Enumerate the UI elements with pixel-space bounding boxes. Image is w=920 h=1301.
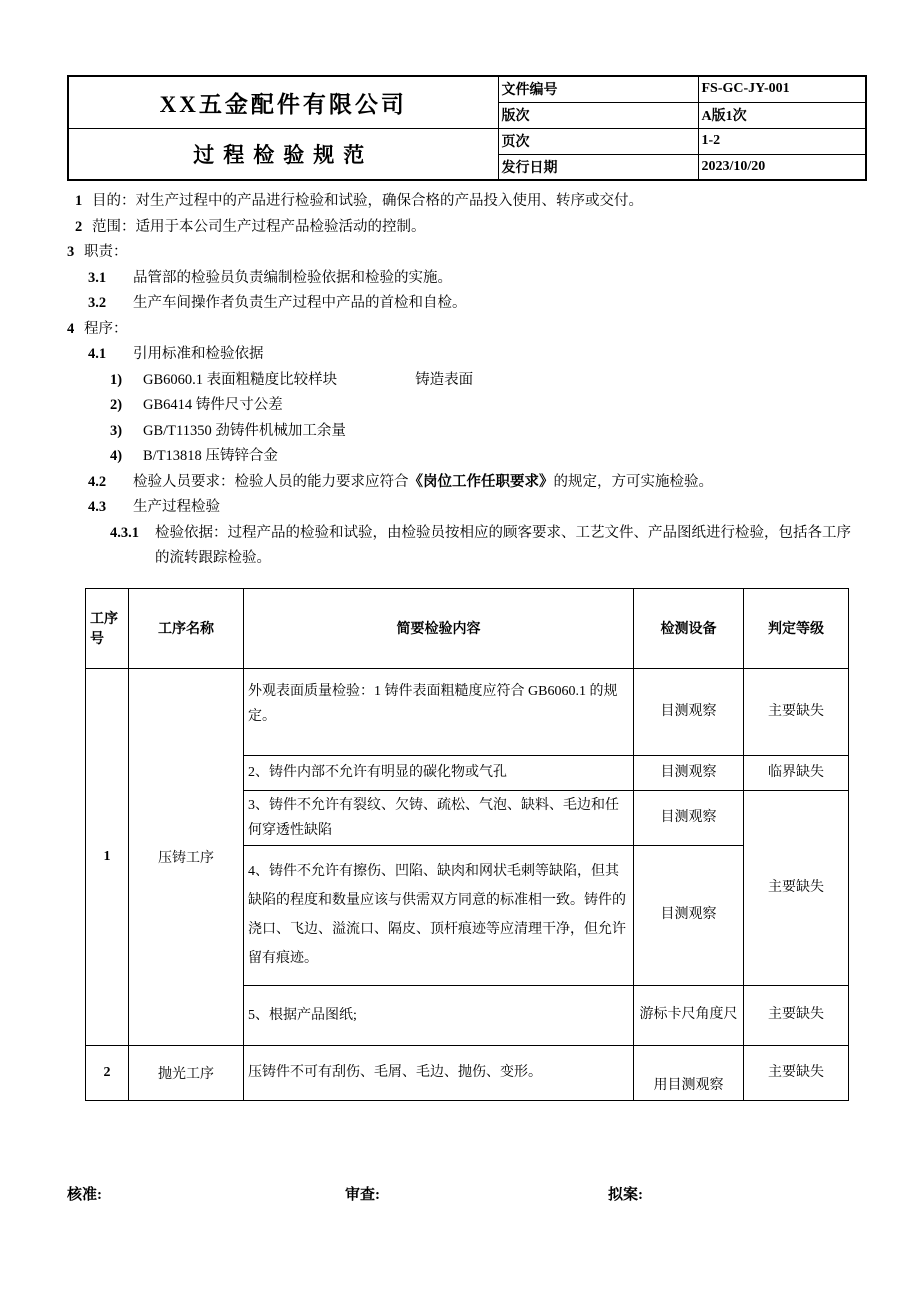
inspection-table [85,588,849,1101]
cell-equipment: 目测观察 [634,668,744,755]
standard-suffix: 铸造表面 [415,371,474,388]
field-label-doc-number: 文件编号 [498,76,698,102]
para-number: 2 [75,218,83,235]
para-scope [67,215,865,241]
field-value-page: 1-2 [698,128,866,154]
para-text: 品管部的检验员负责编制检验依据和检验的实施。 [133,269,452,286]
para-process-inspection-heading [67,495,865,521]
document-content [67,75,865,1101]
para-text: B/T13818 压铸锌合金 [143,448,278,464]
para-number: 3 [67,244,75,260]
cell-inspection-content: 5、根据产品图纸; [244,985,634,1045]
para-responsibility-2 [67,291,865,317]
para-inspector-requirements [67,470,865,496]
body-text [67,189,865,572]
para-text: 检验依据：过程产品的检验和试验，由检验员按相应的顾客要求、工艺文件、产品图纸进行检验，包括各工序的流转跟踪检验。 [155,524,851,566]
standard-text: GB6060.1 表面粗糙度比较样块 [143,371,338,388]
cell-judgment-level: 主要缺失 [744,1045,849,1100]
para-text: GB6414 铸件尺寸公差 [143,397,283,413]
para-responsibility-heading [67,240,865,266]
para-inspection-basis [67,521,865,572]
para-text: 程序： [84,320,128,337]
field-value-version: A版1次 [698,102,866,128]
standard-item-3 [67,419,865,445]
table-row [86,668,849,755]
cell-equipment: 目测观察 [634,845,744,985]
para-number: 1 [75,193,83,209]
para-text: 范围：适用于本公司生产过程产品检验活动的控制。 [92,218,426,235]
para-procedure-heading [67,317,865,343]
para-standards-heading [67,342,865,368]
cell-equipment: 目测观察 [634,755,744,790]
table-row [86,1045,849,1100]
cell-judgment-level: 主要缺失 [744,668,849,755]
approve-label: 核准: [67,1187,102,1203]
field-label-version: 版次 [498,102,698,128]
cell-equipment: 目测观察 [634,790,744,845]
col-header-equipment: 检测设备 [634,588,744,668]
field-value-doc-number: FS-GC-JY-001 [698,76,866,102]
cell-judgment-level: 临界缺失 [744,755,849,790]
para-number: 4.3 [88,499,107,515]
standard-item-1 [67,368,865,394]
draft-label: 拟案: [608,1187,643,1203]
para-text-post: 的规定，方可实施检验。 [553,473,713,490]
cell-process-name: 压铸工序 [129,668,244,1045]
para-responsibility-1 [67,266,865,292]
cell-inspection-content: 2、铸件内部不允许有明显的碳化物或气孔 [244,755,634,790]
para-text-bold: 《岗位工作任职要求》 [408,473,554,490]
field-label-issue-date: 发行日期 [498,154,698,180]
standard-item-2 [67,393,865,419]
para-number: 4.3.1 [110,524,139,541]
doc-header-table [67,75,867,181]
cell-equipment: 游标卡尺角度尺 [634,985,744,1045]
cell-process-no: 2 [86,1045,129,1100]
company-name: XX五金配件有限公司 [68,76,498,128]
col-header-content: 简要检验内容 [244,588,634,668]
para-text: 生产车间操作者负责生产过程中产品的首检和自检。 [133,295,467,311]
para-text [143,368,865,394]
para-number: 4 [67,320,75,337]
cell-equipment: 用目测观察 [634,1045,744,1100]
para-number: 3.1 [88,269,107,286]
col-header-level: 判定等级 [744,588,849,668]
cell-inspection-content: 3、铸件不允许有裂纹、欠铸、疏松、气泡、缺料、毛边和任何穿透性缺陷 [244,790,634,845]
para-number: 3.2 [88,295,107,311]
para-text: 生产过程检验 [133,499,220,515]
para-number: 3) [110,422,123,439]
para-text [133,470,865,496]
field-label-page: 页次 [498,128,698,154]
cell-judgment-level: 主要缺失 [744,790,849,985]
para-text-pre: 检验人员要求：检验人员的能力要求应符合 [133,473,409,490]
inspection-table-header-row [86,588,849,668]
cell-inspection-content: 外观表面质量检验：1 铸件表面粗糙度应符合 GB6060.1 的规定。 [244,668,634,755]
field-value-issue-date: 2023/10/20 [698,154,866,180]
para-purpose [67,189,865,215]
para-text: 引用标准和检验依据 [133,346,264,362]
cell-process-name: 抛光工序 [129,1045,244,1100]
cell-process-no: 1 [86,668,129,1045]
col-header-process-name: 工序名称 [129,588,244,668]
col-header-process-no: 工序号 [86,588,129,668]
para-text: GB/T11350 劲铸件机械加工余量 [143,422,346,439]
signature-row [67,1183,853,1205]
para-text: 职责： [84,244,128,260]
para-number: 1) [110,371,123,388]
standard-item-4 [67,444,865,470]
para-text: 目的：对生产过程中的产品进行检验和试验，确保合格的产品投入使用、转序或交付。 [92,193,643,209]
doc-title: 过程检验规范 [68,128,498,180]
para-number: 2) [110,397,123,413]
cell-inspection-content: 压铸件不可有刮伤、毛屑、毛边、抛伤、变形。 [244,1045,634,1100]
para-number: 4.1 [88,346,107,362]
para-number: 4) [110,448,123,464]
cell-judgment-level: 主要缺失 [744,985,849,1045]
cell-inspection-content: 4、铸件不允许有擦伤、凹陷、缺肉和网状毛刺等缺陷，但其缺陷的程度和数量应该与供需双方同意的标准相一致。铸件的浇口、飞边、溢流口、隔皮、顶杆痕迹等应清理干净，但允许留有痕迹。 [244,845,634,985]
review-label: 审查: [345,1187,380,1203]
para-number: 4.2 [88,473,107,490]
